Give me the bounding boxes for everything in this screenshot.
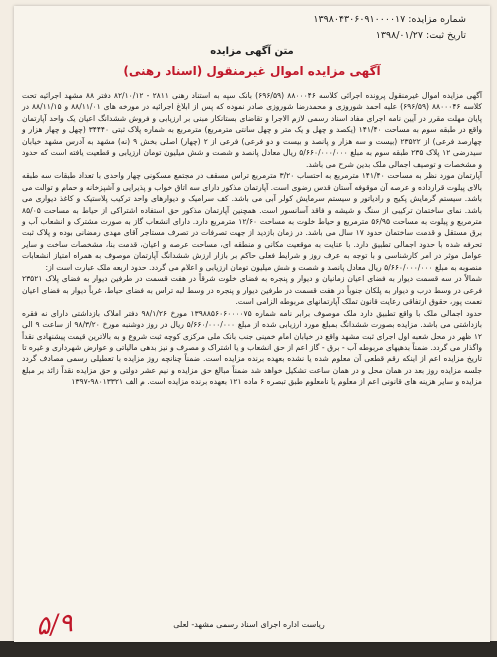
body-paragraph: آپارتمان مورد نظر به مساحت ۱۴۱/۴۰ مترمربع به احتساب ۳/۲۰ مترمربع تراس مسقف در مجتمع مسکونی چهار واحدی با تعداد طبقات سه طبقه بالای پیلوت قرارداده و عرصه آن موقوفه آستان قدس رضوی است. آپارتمان مذکور دارای سه اتاق خواب و پذیرایی و آشپزخانه و حمام و توالت می باشد. سیستم گرمایش پکیج و رادیاتور و سیستم سرمایش کولر آبی می باشد. کف سرامیک و دیوارهای واحد ترکیب پلاستیک و کاغذ دیواری می باشد. نمای ساختمان ترکیبی از سنگ و شیشه و فاقد آسانسور است. همچنین آپارتمان مذکور حق استفاده اشتراکی از حیاط به مساحت ۸۵/۰۵ مترمربع و پیلوت به مساحت ۵۶/۹۵ مترمربع و حیاط خلوت به مساحت ۱۲/۶۰ مترمربع دارد. دارای انشعاب گاز به صورت مشترک و انشعاب آب و برق مستقل و قدمت ساختمان حدود ۱۷ سال می باشد. در زمان بازدید از جهت تصرفات در تصرف مستاجر آقای مهدی رمضانی بوده و پلاک ثبت تحرفه شده با حدود اجمالی تطبیق دارد. با عنایت به موقعیت مکانی و منطقه ای، مساحت عرصه و اعیان، قدمت بنا، مشخصات ساخت و سایر عوامل موثر در امر کارشناسی و با توجه به عرف روز و شرایط فعلی حاکم بر بازار ارزش ششدانگ آپارتمان موصوف به همراه امتیاز انشعابات منصوبه به مبلغ ۵/۶۶۰/۰۰۰/۰۰۰ ریال معادل پانصد و شصت و شش میلیون تومان ارزیابی و اعلام می گردد. حدود اربعه ملک عبارت است از:: [22, 171, 482, 272]
registration-date: تاریخ ثبت: ۱۳۹۸/۰۱/۲۷: [375, 30, 466, 41]
auction-body: [22, 90, 482, 388]
signature-line: ریاست اداره اجرای اسناد رسمی مشهد- لعلی: [173, 620, 325, 629]
handwritten-note: ۵/۹: [34, 608, 75, 642]
auction-headline: آگهی مزایده اموال غیرمنقول (اسناد رهنی): [123, 64, 381, 78]
body-paragraph: حدود اجمالی ملک با واقع تطبیق دارد ملک موصوف برابر نامه شماره ۱۳۹۸۸۵۶۰۶۰۰۰۰۷۵ مورخ ۹۸/۱/۲۶ دفتر املاک بازداشتی دارای نه فقره بازداشتی می باشد. مزایده بصورت ششدانگ بمبلغ مورد ارزیابی شده از مبلغ ۵/۶۶۰/۰۰۰/۰۰۰ ریال در روز دوشنبه مورخ ۹۸/۳/۲۰ از ساعت ۹ الی ۱۲ ظهر در محل شعبه اول اجرای ثبت مشهد واقع در خیابان امام خمینی جنب بانک ملی مرکزی کوچه ثبت شروع و به بالاترین قیمت پیشنهادی نقداً واگذار می گردد. ضمناً بدهیهای مربوطه آب - برق - گاز اعم از حق انشعاب و یا اشتراک و مصرف و نیز بدهی مالیاتی و عوارض شهرداری و غیره تا تاریخ مزایده اعم از اینکه رقم قطعی آن معلوم شده یا نشده بعهده برنده مزایده است. ضمناً چنانچه روز مزایده با تعطیلی رسمی مصادف گردد جلسه مزایده روز بعد در همان محل و در همان ساعت تشکیل خواهد شد ضمناً مبالغ حق مزایده و نیم عشر دولتی و حق مزایده نقداً زائد بر مبلغ مزایده و سایر هزینه های قانونی اعم از معلوم یا نامعلوم طبق تبصره ۶ ماده ۱۲۱ بعهده برنده مزایده است. م الف ۹۸۰۱۳۳۲۱-۱۳۹۷: [22, 308, 483, 387]
body-paragraph: شمالاً در سه قسمت دیوار به فضای اعیان زمانیان و دیوار و پنجره به فضای خلوت شرقاً در هفت قسمت در طرفین دیوار به فضای پلاک ۲۳۵۲۱ فرعی در وسط درب و دیوار به پلکان جنوباً در هفت قسمت در طرفین دیوار و پنجره در وسط لبه تراس به فضای حیاط، غرباً دیوار به فضای اعیان نعمت پور، حقوق ارتفاقی رعایت قانون تملک آپارتمانهای مربوطه الزامی است.: [22, 274, 482, 307]
page-title: متن آگهی مزایده: [210, 46, 294, 57]
letter-number: شماره مزایده: ۱۳۹۸۰۴۳۰۶۰۹۱۰۰۰۰۱۷: [313, 14, 466, 25]
bottom-dark-strip: [0, 641, 497, 657]
newspaper-clipping: [14, 6, 490, 642]
header-meta: [76, 12, 466, 44]
body-paragraph: آگهی مزایده اموال غیرمنقول پرونده اجرائی کلاسه ۸۸۰۰۰۴۶ (۶۹۶/۵۹) بانک سپه به استناد رهنی ۲۸۱۱ - ۸۲/۱۰/۱۲ دفتر ۸۸ مشهد اجرائیه تحت کلاسه ۸۸۰۰۰۴۶ (۶۹۶/۵۹) علیه احمد شوروزی و محمدرضا شوروزی صادر نموده که پس از ابلاغ اجرائیه در مورخه های ۸۸/۱۱/۰۱ و ۸۸/۱۱/۱۵ در پایان مهلت مقرر در آیین نامه اجرای مفاد اسناد رسمی لازم الاجرا و تقاضای بستانکار مبنی بر ارزیابی و فروش ششدانگ اعیان یک واحد آپارتمان واقع در طبقه سوم به مساحت ۱۴۱/۴۰ (یکصد و چهل و یک متر و چهل سانتی مترمربع) مترمربع به شماره پلاک ثبتی ۳۴۴۴۰ (چهل و چهار هزار و چهارصد فرعی) از ۲۳۵۲۲ (بیست و سه هزار و پانصد و بیست و دو فرعی) فرعی از ۲ (چهار) اصلی بخش ۹ (نه) مشهد به آدرس مشهد خیابان سیدرضی ۱۲ پلاک ۲۳۵ طبقه سوم به مبلغ ۵/۶۶۰/۰۰۰/۰۰۰ ریال معادل پانصد و شصت و شش میلیون تومان ارزیابی و قطعیت یافته است که حدود و مشخصات و توصیف اجمالی ملک بدین شرح می باشد.: [22, 91, 482, 169]
